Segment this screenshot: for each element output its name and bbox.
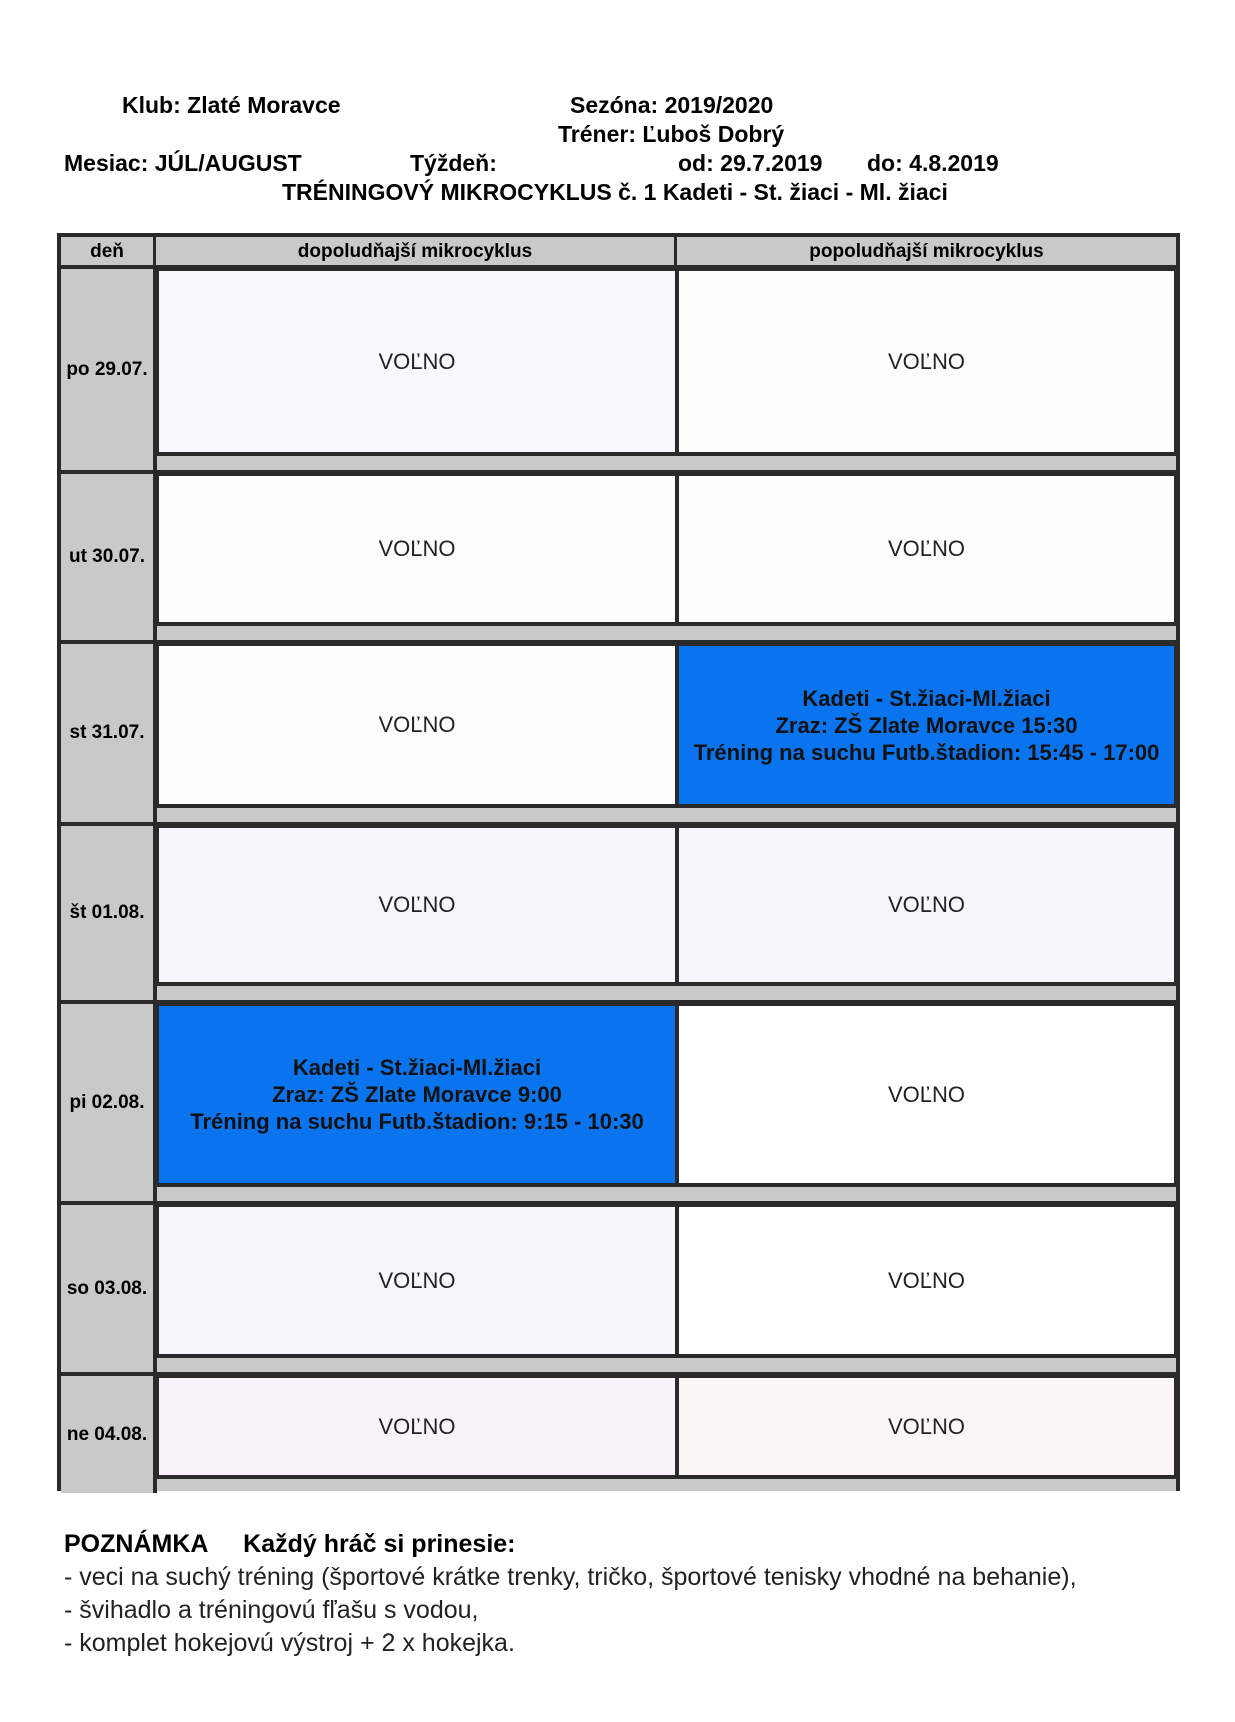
day-cell: so 03.08. (61, 1205, 157, 1372)
schedule-table (57, 233, 1180, 1491)
day-cell: st 31.07. (61, 644, 157, 822)
note-intro: Každý hráč si prinesie: (243, 1530, 516, 1558)
afternoon-cell: VOĽNO (677, 826, 1176, 984)
training-line: Tréning na suchu Futb.štadion: 15:45 - 17:00 (693, 739, 1160, 765)
row-spacer (157, 984, 677, 998)
week-label: Týždeň: (410, 150, 497, 176)
morning-cell: VOĽNO (157, 474, 677, 624)
training-line: Zraz: ZŠ Zlate Moravce 15:30 (775, 712, 1078, 738)
date-to: do: 4.8.2019 (867, 150, 999, 176)
note-label: POZNÁMKA (64, 1530, 209, 1558)
training-line: Zraz: ZŠ Zlate Moravce 9:00 (272, 1082, 562, 1107)
season: Sezóna: 2019/2020 (570, 92, 774, 118)
row-spacer (677, 1477, 1176, 1491)
afternoon-cell: VOĽNO (677, 1376, 1176, 1477)
morning-cell: VOĽNO (157, 269, 677, 454)
morning-cell: VOĽNO (157, 1205, 677, 1356)
morning-training-cell (157, 1004, 677, 1185)
month: Mesiac: JÚL/AUGUST (64, 150, 302, 176)
note-item: - švihadlo a tréningovú fľašu s vodou, (64, 1596, 479, 1624)
training-line: Tréning na suchu Futb.štadion: 9:15 - 10:30 (190, 1109, 644, 1134)
col-header-morning: dopoludňajší mikrocyklus (156, 237, 677, 265)
day-cell: pi 02.08. (61, 1004, 157, 1201)
note-item: - veci na suchý tréning (športové krátke trenky, tričko, športové tenisky vhodné na behanie), (64, 1563, 1077, 1591)
row-spacer (157, 806, 677, 820)
morning-cell: VOĽNO (157, 1376, 677, 1477)
day-cell: ut 30.07. (61, 474, 157, 640)
morning-cell: VOĽNO (157, 644, 677, 806)
training-line: Kadeti - St.žiaci-Ml.žiaci (292, 1055, 542, 1080)
col-header-day: deň (61, 237, 156, 265)
date-from: od: 29.7.2019 (678, 150, 823, 176)
col-header-afternoon: popoludňajší mikrocyklus (677, 237, 1176, 265)
row-spacer (677, 806, 1176, 820)
row-spacer (157, 1185, 677, 1199)
club-name: Klub: Zlaté Moravce (122, 92, 341, 118)
note-item: - komplet hokejovú výstroj + 2 x hokejka. (64, 1629, 515, 1657)
afternoon-cell: VOĽNO (677, 1205, 1176, 1356)
afternoon-cell: VOĽNO (677, 269, 1176, 454)
coach: Tréner: Ľuboš Dobrý (558, 121, 785, 147)
morning-cell: VOĽNO (157, 826, 677, 984)
row-spacer (677, 1356, 1176, 1370)
afternoon-training-cell (677, 644, 1176, 806)
row-spacer (157, 624, 677, 638)
afternoon-cell: VOĽNO (677, 474, 1176, 624)
row-spacer (157, 1477, 677, 1491)
row-spacer (677, 624, 1176, 638)
row-spacer (157, 454, 677, 468)
day-cell: ne 04.08. (61, 1376, 157, 1493)
document-title: TRÉNINGOVÝ MIKROCYKLUS č. 1 Kadeti - St. žiaci - Ml. žiaci (282, 179, 948, 205)
note-heading (64, 1530, 516, 1559)
day-cell: št 01.08. (61, 826, 157, 1000)
row-spacer (677, 454, 1176, 468)
training-line: Kadeti - St.žiaci-Ml.žiaci (802, 685, 1051, 711)
afternoon-cell: VOĽNO (677, 1004, 1176, 1185)
row-spacer (677, 1185, 1176, 1199)
row-spacer (677, 984, 1176, 998)
day-cell: po 29.07. (61, 269, 157, 470)
row-spacer (157, 1356, 677, 1370)
